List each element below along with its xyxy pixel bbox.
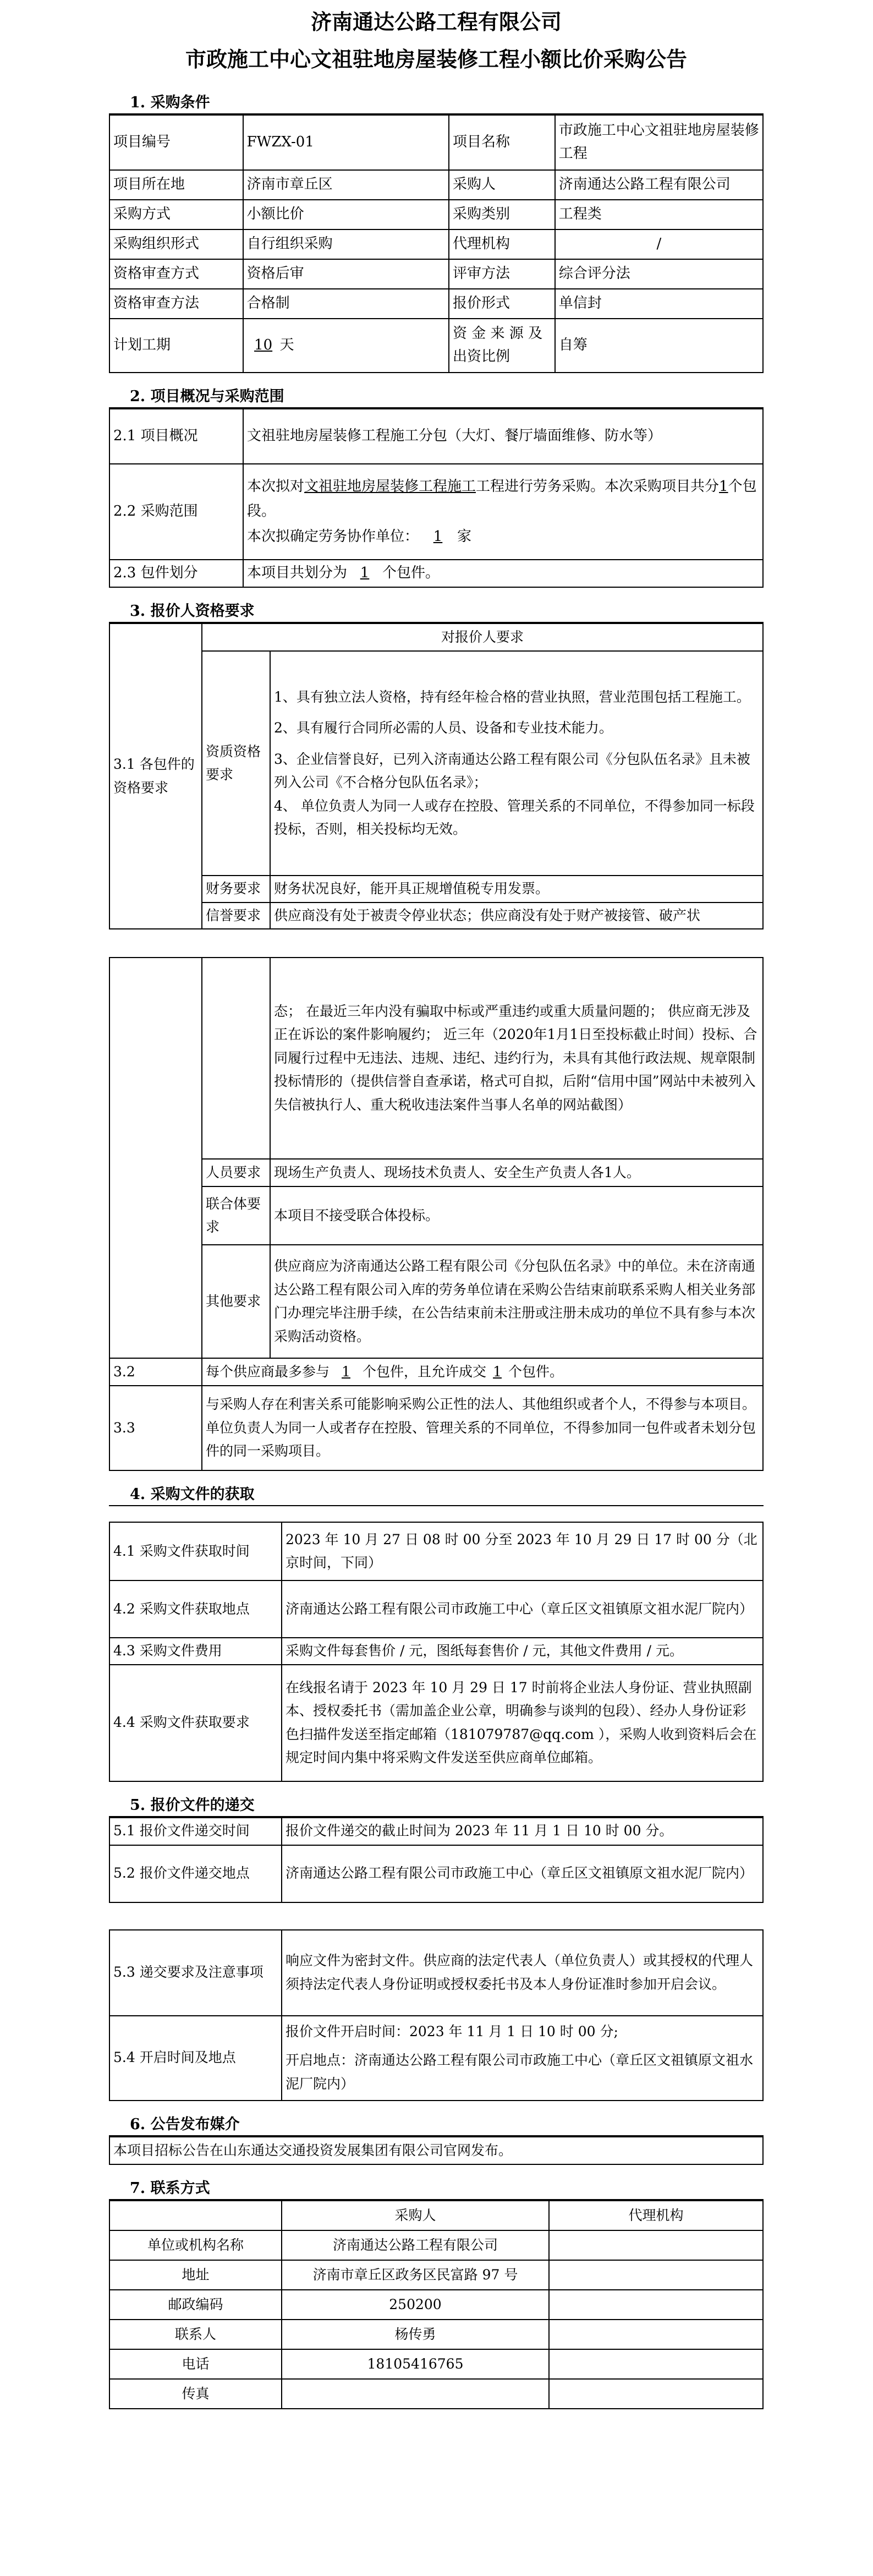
- qual-item: 4、 单位负责人为同一人或存在控股、管理关系的不同单位，不得参加同一标段投标，否则，相关投标均无效。: [274, 797, 755, 837]
- cell: [549, 2349, 763, 2379]
- cell: 杨传勇: [282, 2320, 549, 2349]
- open-place: 开启地点：济南通达公路工程有限公司市政施工中心（章丘区文祖镇原文祖水泥厂院内）: [285, 2052, 754, 2092]
- company-name: 济南通达公路工程有限公司: [310, 9, 562, 34]
- section-5-heading: 5. 报价文件的递交: [109, 1794, 764, 1817]
- submission-table: [109, 1817, 764, 1903]
- cell: 资质资格要求: [202, 651, 270, 876]
- cell: [549, 2379, 763, 2409]
- cell: 联合体要求: [202, 1186, 270, 1245]
- cell: 济南通达公路工程有限公司: [282, 2230, 549, 2260]
- cell: [549, 2230, 763, 2260]
- cell: [549, 2260, 763, 2290]
- cell: 资格审查方法: [109, 289, 243, 319]
- cell: /: [555, 229, 763, 259]
- cell: 5.2 报价文件递交地点: [109, 1845, 282, 1902]
- page-title: 市政施工中心文祖驻地房屋装修工程小额比价采购公告: [185, 47, 687, 72]
- cell: 5.3 递交要求及注意事项: [109, 1930, 282, 2016]
- section-6-heading: 6. 公告发布媒介: [109, 2113, 764, 2136]
- cell: 联系人: [109, 2320, 282, 2349]
- cell: 3.1 各包件的资格要求: [109, 624, 202, 929]
- cell: 2.1 项目概况: [109, 409, 243, 464]
- qual-item: 1、具有独立法人资格，持有经年检合格的营业执照，营业范围包括工程施工。: [274, 688, 750, 705]
- cell: 工程类: [555, 200, 763, 229]
- cell: 济南通达公路工程有限公司: [555, 170, 763, 200]
- cell: 自行组织采购: [243, 229, 449, 259]
- cell: 项目编号: [109, 115, 243, 170]
- cell: 250200: [282, 2290, 549, 2320]
- cell: 济南市章丘区政务区民富路 97 号: [282, 2260, 549, 2290]
- section-4-heading: 4. 采购文件的获取: [109, 1483, 764, 1506]
- cell: 2023 年 10 月 27 日 08 时 00 分至 2023 年 10 月 29 日 17 时 00 分（北京时间，下同）: [282, 1522, 763, 1580]
- cell: 3.2: [109, 1358, 202, 1386]
- cell: 本项目不接受联合体投标。: [270, 1186, 763, 1245]
- cell: 文祖驻地房屋装修工程施工分包（大灯、餐厅墙面维修、防水等）: [243, 409, 763, 464]
- cell: 计划工期: [109, 319, 243, 373]
- cell: 与采购人存在利害关系可能影响采购公正性的法人、其他组织或者个人，不得参与本项目。单位负责人为同一人或者存在控股、管理关系的不同单位，不得参加同一包件或者未划分包件的同一采购项目。: [202, 1386, 763, 1470]
- cell: 人员要求: [202, 1159, 270, 1186]
- cell: 财务要求: [202, 876, 270, 903]
- cell: 态； 在最近三年内没有骗取中标或严重违约或重大质量问题的； 供应商无涉及正在诉讼的案件影响履约； 近三年（2020年1月1日至投标截止时间）投标、合同履行过程中无违法、违规、违纪、违约行为，未具有其他行政法规、规章限制投标情形的（提供信誉自查承诺，格式可自拟，后附“信用中国”网站中未被列入失信被执行人、重大税收违法案件当事人名单的网站截图）: [270, 958, 763, 1159]
- cell: 代理机构: [549, 2201, 763, 2230]
- cell: 本次拟对文祖驻地房屋装修工程施工工程进行劳务采购。本次采购项目共分1个包段。 本次拟确定劳务协作单位： 1 家: [243, 464, 763, 560]
- cell: 对报价人要求: [202, 624, 763, 651]
- cell: 单位或机构名称: [109, 2230, 282, 2260]
- contact-table: [109, 2200, 764, 2409]
- cell: 项目所在地: [109, 170, 243, 200]
- qualification-table-part1: [109, 623, 764, 929]
- cell: 采购组织形式: [109, 229, 243, 259]
- cell: 4.2 采购文件获取地点: [109, 1580, 282, 1638]
- cell: FWZX-01: [243, 115, 449, 170]
- qual-item: 2、具有履行合同所必需的人员、设备和专业技术能力。: [274, 720, 613, 736]
- qual-item: 3、企业信誉良好，已列入济南通达公路工程有限公司《分包队伍名录》且未被列入公司《不合格分包队伍名录》；: [274, 751, 750, 790]
- cell: 在线报名请于 2023 年 10 月 29 日 17 时前将企业法人身份证、营业执照副本、授权委托书（需加盖企业公章，明确参与谈判的包段）、经办人身份证彩色扫描件发送至指定邮箱（181079787@qq.com ），采购人收到资料后会在规定时间内集中将采购文件发送至供应商单位邮箱。: [282, 1665, 763, 1781]
- cell: 5.4 开启时间及地点: [109, 2016, 282, 2101]
- cell: 市政施工中心文祖驻地房屋装修工程: [555, 115, 763, 170]
- cell: 采购类别: [449, 200, 555, 229]
- document-acquisition-table: [109, 1522, 764, 1782]
- cell: 10 天: [243, 319, 449, 373]
- cell: 地址: [109, 2260, 282, 2290]
- cell: 5.1 报价文件递交时间: [109, 1818, 282, 1845]
- cell: 合格制: [243, 289, 449, 319]
- section-7-heading: 7. 联系方式: [109, 2177, 764, 2200]
- cell: [282, 2016, 763, 2101]
- cell: 供应商应为济南通达公路工程有限公司《分包队伍名录》中的单位。未在济南通达公路工程有限公司入库的劳务单位请在采购公告结束前联系采购人相关业务部门办理完毕注册手续，在公告结束前未注册或注册未成功的单位不具有参与本次采购活动资格。: [270, 1245, 763, 1358]
- cell: 评审方法: [449, 259, 555, 289]
- section-3-heading: 3. 报价人资格要求: [109, 600, 764, 623]
- cell: [270, 651, 763, 876]
- cell: 自筹: [555, 319, 763, 373]
- cell: 单信封: [555, 289, 763, 319]
- cell: [549, 2320, 763, 2349]
- cell: 财务状况良好，能开具正规增值税专用发票。: [270, 876, 763, 903]
- cell: 小额比价: [243, 200, 449, 229]
- cell: 采购方式: [109, 200, 243, 229]
- cell: 信誉要求: [202, 903, 270, 929]
- cell: 电话: [109, 2349, 282, 2379]
- cell: 2.2 采购范围: [109, 464, 243, 560]
- cell: 资 金 来 源 及 出资比例: [449, 319, 555, 373]
- cell: 报价形式: [449, 289, 555, 319]
- cell: 本项目共划分为 1 个包件。: [243, 560, 763, 587]
- cell: 供应商没有处于被责令停业状态；供应商没有处于财产被接管、破产状: [270, 903, 763, 929]
- cell: [282, 2379, 549, 2409]
- cell: 采购人: [282, 2201, 549, 2230]
- section-1-heading: 1. 采购条件: [109, 91, 764, 114]
- cell: 采购文件每套售价 / 元，图纸每套售价 / 元，其他文件费用 / 元。: [282, 1638, 763, 1665]
- period-value: 10: [254, 337, 273, 354]
- cell: 采购人: [449, 170, 555, 200]
- cell: 现场生产负责人、现场技术负责人、安全生产负责人各1人。: [270, 1159, 763, 1186]
- cell: 本项目招标公告在山东通达交通投资发展集团有限公司官网发布。: [109, 2137, 763, 2164]
- open-time: 报价文件开启时间：2023 年 11 月 1 日 10 时 00 分;: [285, 2023, 618, 2039]
- cell: 报价文件递交的截止时间为 2023 年 11 月 1 日 10 时 00 分。: [282, 1818, 763, 1845]
- cell: 济南通达公路工程有限公司市政施工中心（章丘区文祖镇原文祖水泥厂院内）: [282, 1580, 763, 1638]
- cell: 传真: [109, 2379, 282, 2409]
- cell: 响应文件为密封文件。供应商的法定代表人（单位负责人）或其授权的代理人须持法定代表人身份证明或授权委托书及本人身份证准时参加开启会议。: [282, 1930, 763, 2016]
- project-overview-table: [109, 408, 764, 588]
- document: [109, 0, 764, 2409]
- cell: 其他要求: [202, 1245, 270, 1358]
- procurement-conditions-table: [109, 114, 764, 373]
- cell: 3.3: [109, 1386, 202, 1470]
- cell: [109, 2201, 282, 2230]
- cell: 4.3 采购文件费用: [109, 1638, 282, 1665]
- submission-table-part2: [109, 1929, 764, 2101]
- cell: 4.1 采购文件获取时间: [109, 1522, 282, 1580]
- cell: 济南通达公路工程有限公司市政施工中心（章丘区文祖镇原文祖水泥厂院内）: [282, 1845, 763, 1902]
- cell: 4.4 采购文件获取要求: [109, 1665, 282, 1781]
- cell: 邮政编码: [109, 2290, 282, 2320]
- cell: 每个供应商最多参与 1 个包件，且允许成交 1 个包件。: [202, 1358, 763, 1386]
- cell: [109, 958, 202, 1358]
- cell: 资格审查方式: [109, 259, 243, 289]
- cell: 资格后审: [243, 259, 449, 289]
- cell: 18105416765: [282, 2349, 549, 2379]
- cell: [549, 2290, 763, 2320]
- cell: 2.3 包件划分: [109, 560, 243, 587]
- cell: 济南市章丘区: [243, 170, 449, 200]
- cell: 综合评分法: [555, 259, 763, 289]
- cell: 项目名称: [449, 115, 555, 170]
- qualification-table-part2: [109, 957, 764, 1471]
- section-2-heading: 2. 项目概况与采购范围: [109, 385, 764, 408]
- cell: 代理机构: [449, 229, 555, 259]
- cell: [202, 958, 270, 1159]
- media-table: [109, 2136, 764, 2165]
